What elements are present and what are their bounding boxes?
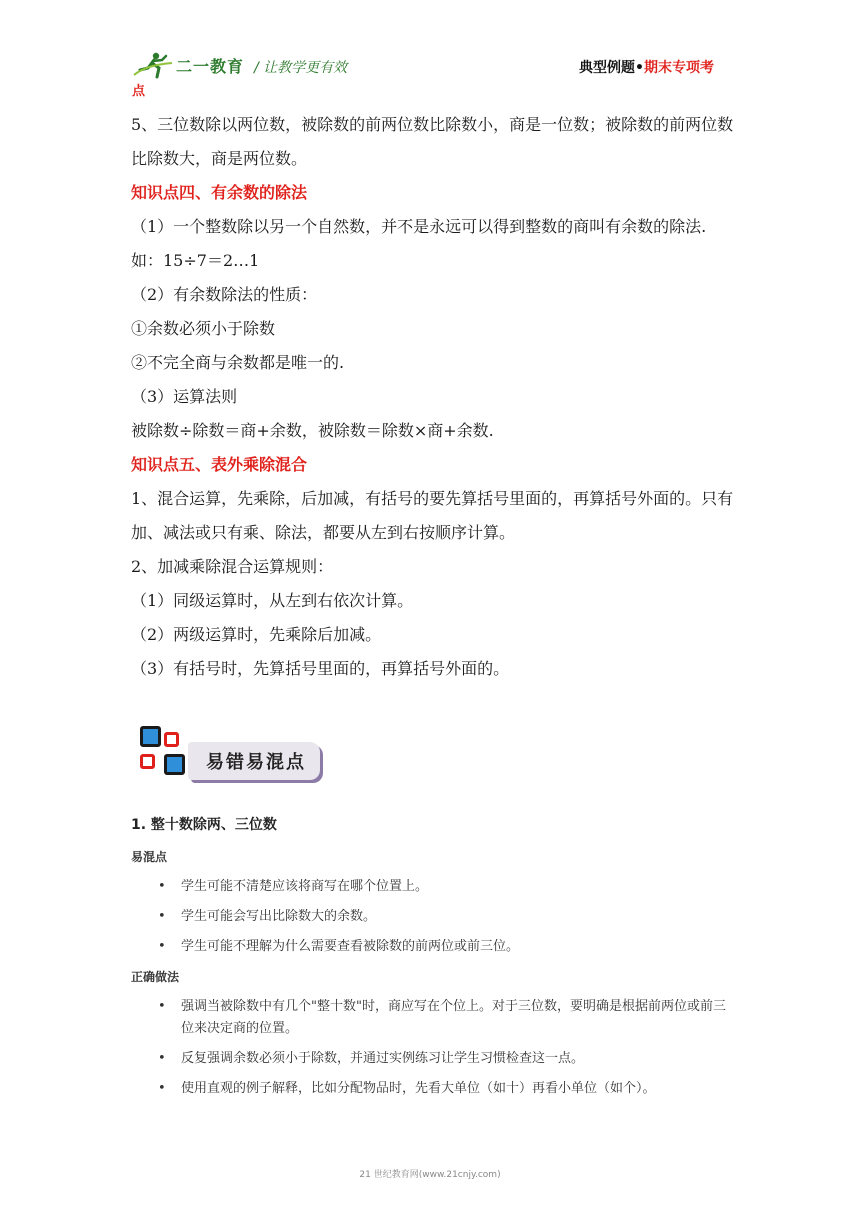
bullet-icon: • <box>158 879 166 894</box>
mistakes-title <box>131 814 735 834</box>
correct-item <box>131 996 735 1040</box>
confusing-label: 易混点 <box>131 850 168 864</box>
correct-item <box>131 1048 735 1070</box>
paragraph: （1）一个整数除以另一个自然数，并不是永远可以得到整数的商叫有余数的除法. <box>131 217 707 236</box>
paragraph: （3）运算法则 <box>131 387 238 406</box>
paragraph: （2）两级运算时，先乘除后加减。 <box>131 625 382 644</box>
header-category-wrap: 点 <box>132 84 146 99</box>
header-category-topic: 期末专项考 <box>644 60 714 76</box>
section-heading-4: 知识点四、有余数的除法 <box>131 183 308 202</box>
section-heading-5: 知识点五、表外乘除混合 <box>131 455 308 474</box>
bullet-icon: • <box>158 909 166 924</box>
mistakes-heading: 1. 整十数除两、三位数 <box>131 817 277 833</box>
bullet-icon: • <box>158 999 166 1014</box>
slogan: / 让教学更有效 <box>254 60 348 76</box>
page-header <box>132 48 732 88</box>
list-item: 学生可能不清楚应该将商写在哪个位置上。 <box>181 879 429 894</box>
confusing-item <box>131 876 735 898</box>
paragraph: 如：15÷7＝2…1 <box>131 251 260 270</box>
bullet-icon: • <box>158 1081 166 1096</box>
banner-label: 易错易混点 <box>206 752 306 773</box>
header-category <box>579 57 714 77</box>
paragraph: （3）有括号时，先算括号里面的，再算括号外面的。 <box>131 659 510 678</box>
paragraph: 1、混合运算，先乘除，后加减，有括号的要先算括号里面的，再算括号外面的。只有加、减法或只有乘、除法，都要从左到右按顺序计算。 <box>131 489 734 542</box>
confusing-item <box>131 936 735 958</box>
list-item: 使用直观的例子解释，比如分配物品时，先看大单位（如十）再看小单位（如个）。 <box>181 1081 656 1096</box>
paragraph: 2、加减乘除混合运算规则： <box>131 557 334 576</box>
correct-label: 正确做法 <box>131 970 180 984</box>
paragraph: （2）有余数除法的性质： <box>131 285 318 304</box>
list-item: 反复强调余数必须小于除数，并通过实例练习让学生习惯检查这一点。 <box>181 1051 585 1066</box>
correct-label-row <box>131 966 735 985</box>
list-item: 学生可能会写出比除数大的余数。 <box>181 909 377 924</box>
list-item: 学生可能不理解为什么需要查看被除数的前两位或前三位。 <box>181 939 520 954</box>
paragraph: 被除数÷除数＝商+余数，被除数＝除数×商+余数. <box>131 421 494 440</box>
confusing-label-row <box>131 846 735 865</box>
bullet-icon: • <box>158 1051 166 1066</box>
page-footer: 21 世纪教育网(www.21cnjy.com) <box>359 1170 501 1180</box>
list-item: 强调当被除数中有几个"整十数"时，商应写在个位上。对于三位数，要明确是根据前两位或前三位来决定商的位置。 <box>181 999 726 1036</box>
paragraph: （1）同级运算时，从左到右依次计算。 <box>131 591 414 610</box>
paragraph: ①余数必须小于除数 <box>131 319 276 338</box>
mistakes-banner <box>136 722 324 786</box>
correct-item <box>131 1078 735 1100</box>
bullet-icon: • <box>158 939 166 954</box>
brand-logo <box>132 50 244 80</box>
header-category-prefix: 典型例题• <box>579 60 644 76</box>
paragraph: 5、三位数除以两位数，被除数的前两位数比除数小，商是一位数；被除数的前两位数比除数大，商是两位数。 <box>131 115 734 168</box>
paragraph: ②不完全商与余数都是唯一的. <box>131 353 345 372</box>
main-content <box>131 108 735 686</box>
confusing-item <box>131 906 735 928</box>
runner-logo-icon <box>132 51 174 79</box>
brand-name: 二一教育 <box>176 56 245 76</box>
